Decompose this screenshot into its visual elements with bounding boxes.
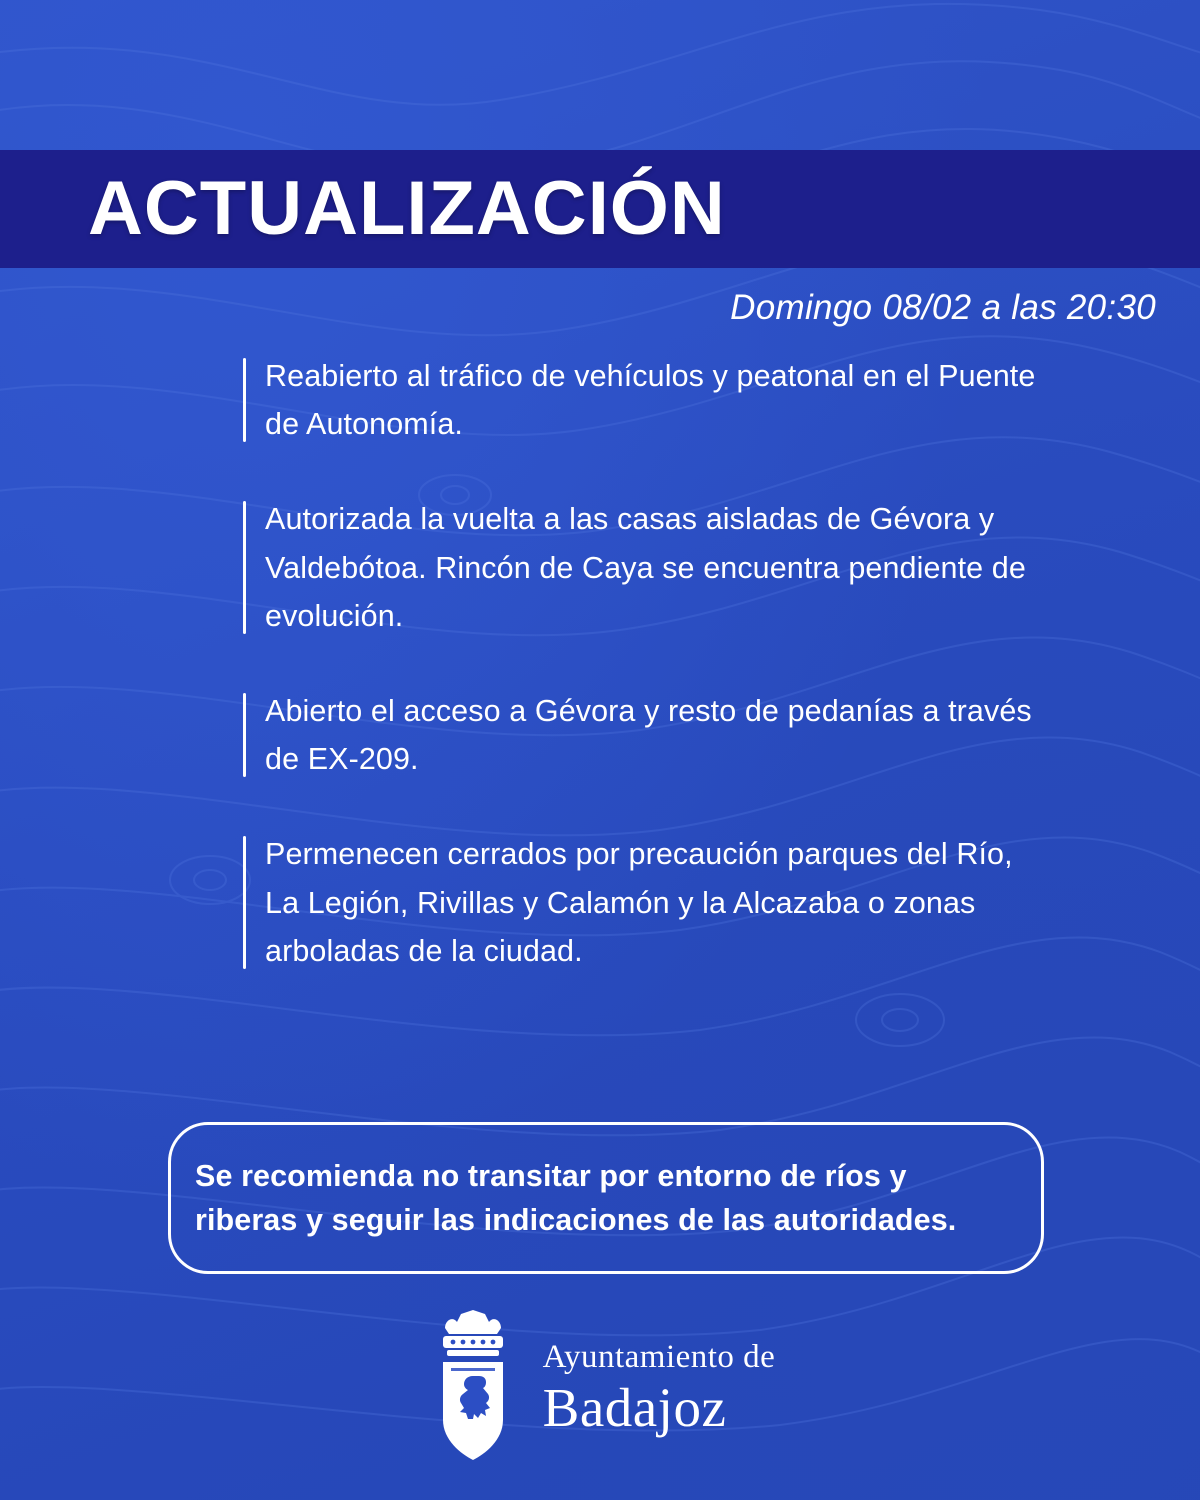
footer-logo — [0, 1308, 1200, 1468]
list-item: Abierto el acceso a Gévora y resto de pedanías a través de EX-209. — [243, 687, 1043, 783]
update-timestamp: Domingo 08/02 a las 20:30 — [730, 288, 1156, 327]
update-list — [243, 352, 1043, 975]
page-title: ACTUALIZACIÓN — [88, 166, 726, 251]
list-item: Autorizada la vuelta a las casas aisladas de Gévora y Valdebótoa. Rincón de Caya se encuentra pendiente de evolución. — [243, 495, 1043, 640]
logo-line-2: Badajoz — [542, 1377, 727, 1438]
list-item: Permenecen cerrados por precaución parques del Río, La Legión, Rivillas y Calamón y la Alcazaba o zonas arboladas de la ciudad. — [243, 830, 1043, 975]
recommendation-text: Se recomienda no transitar por entorno de ríos y riberas y seguir las indicaciones de las autoridades. — [195, 1158, 957, 1237]
logo-wordmark — [542, 1339, 776, 1438]
title-band — [0, 150, 1200, 268]
coat-of-arms-icon — [425, 1308, 521, 1468]
list-item: Reabierto al tráfico de vehículos y peatonal en el Puente de Autonomía. — [243, 352, 1043, 448]
logo-line-1: Ayuntamiento de — [542, 1339, 776, 1375]
recommendation-callout — [168, 1122, 1044, 1274]
